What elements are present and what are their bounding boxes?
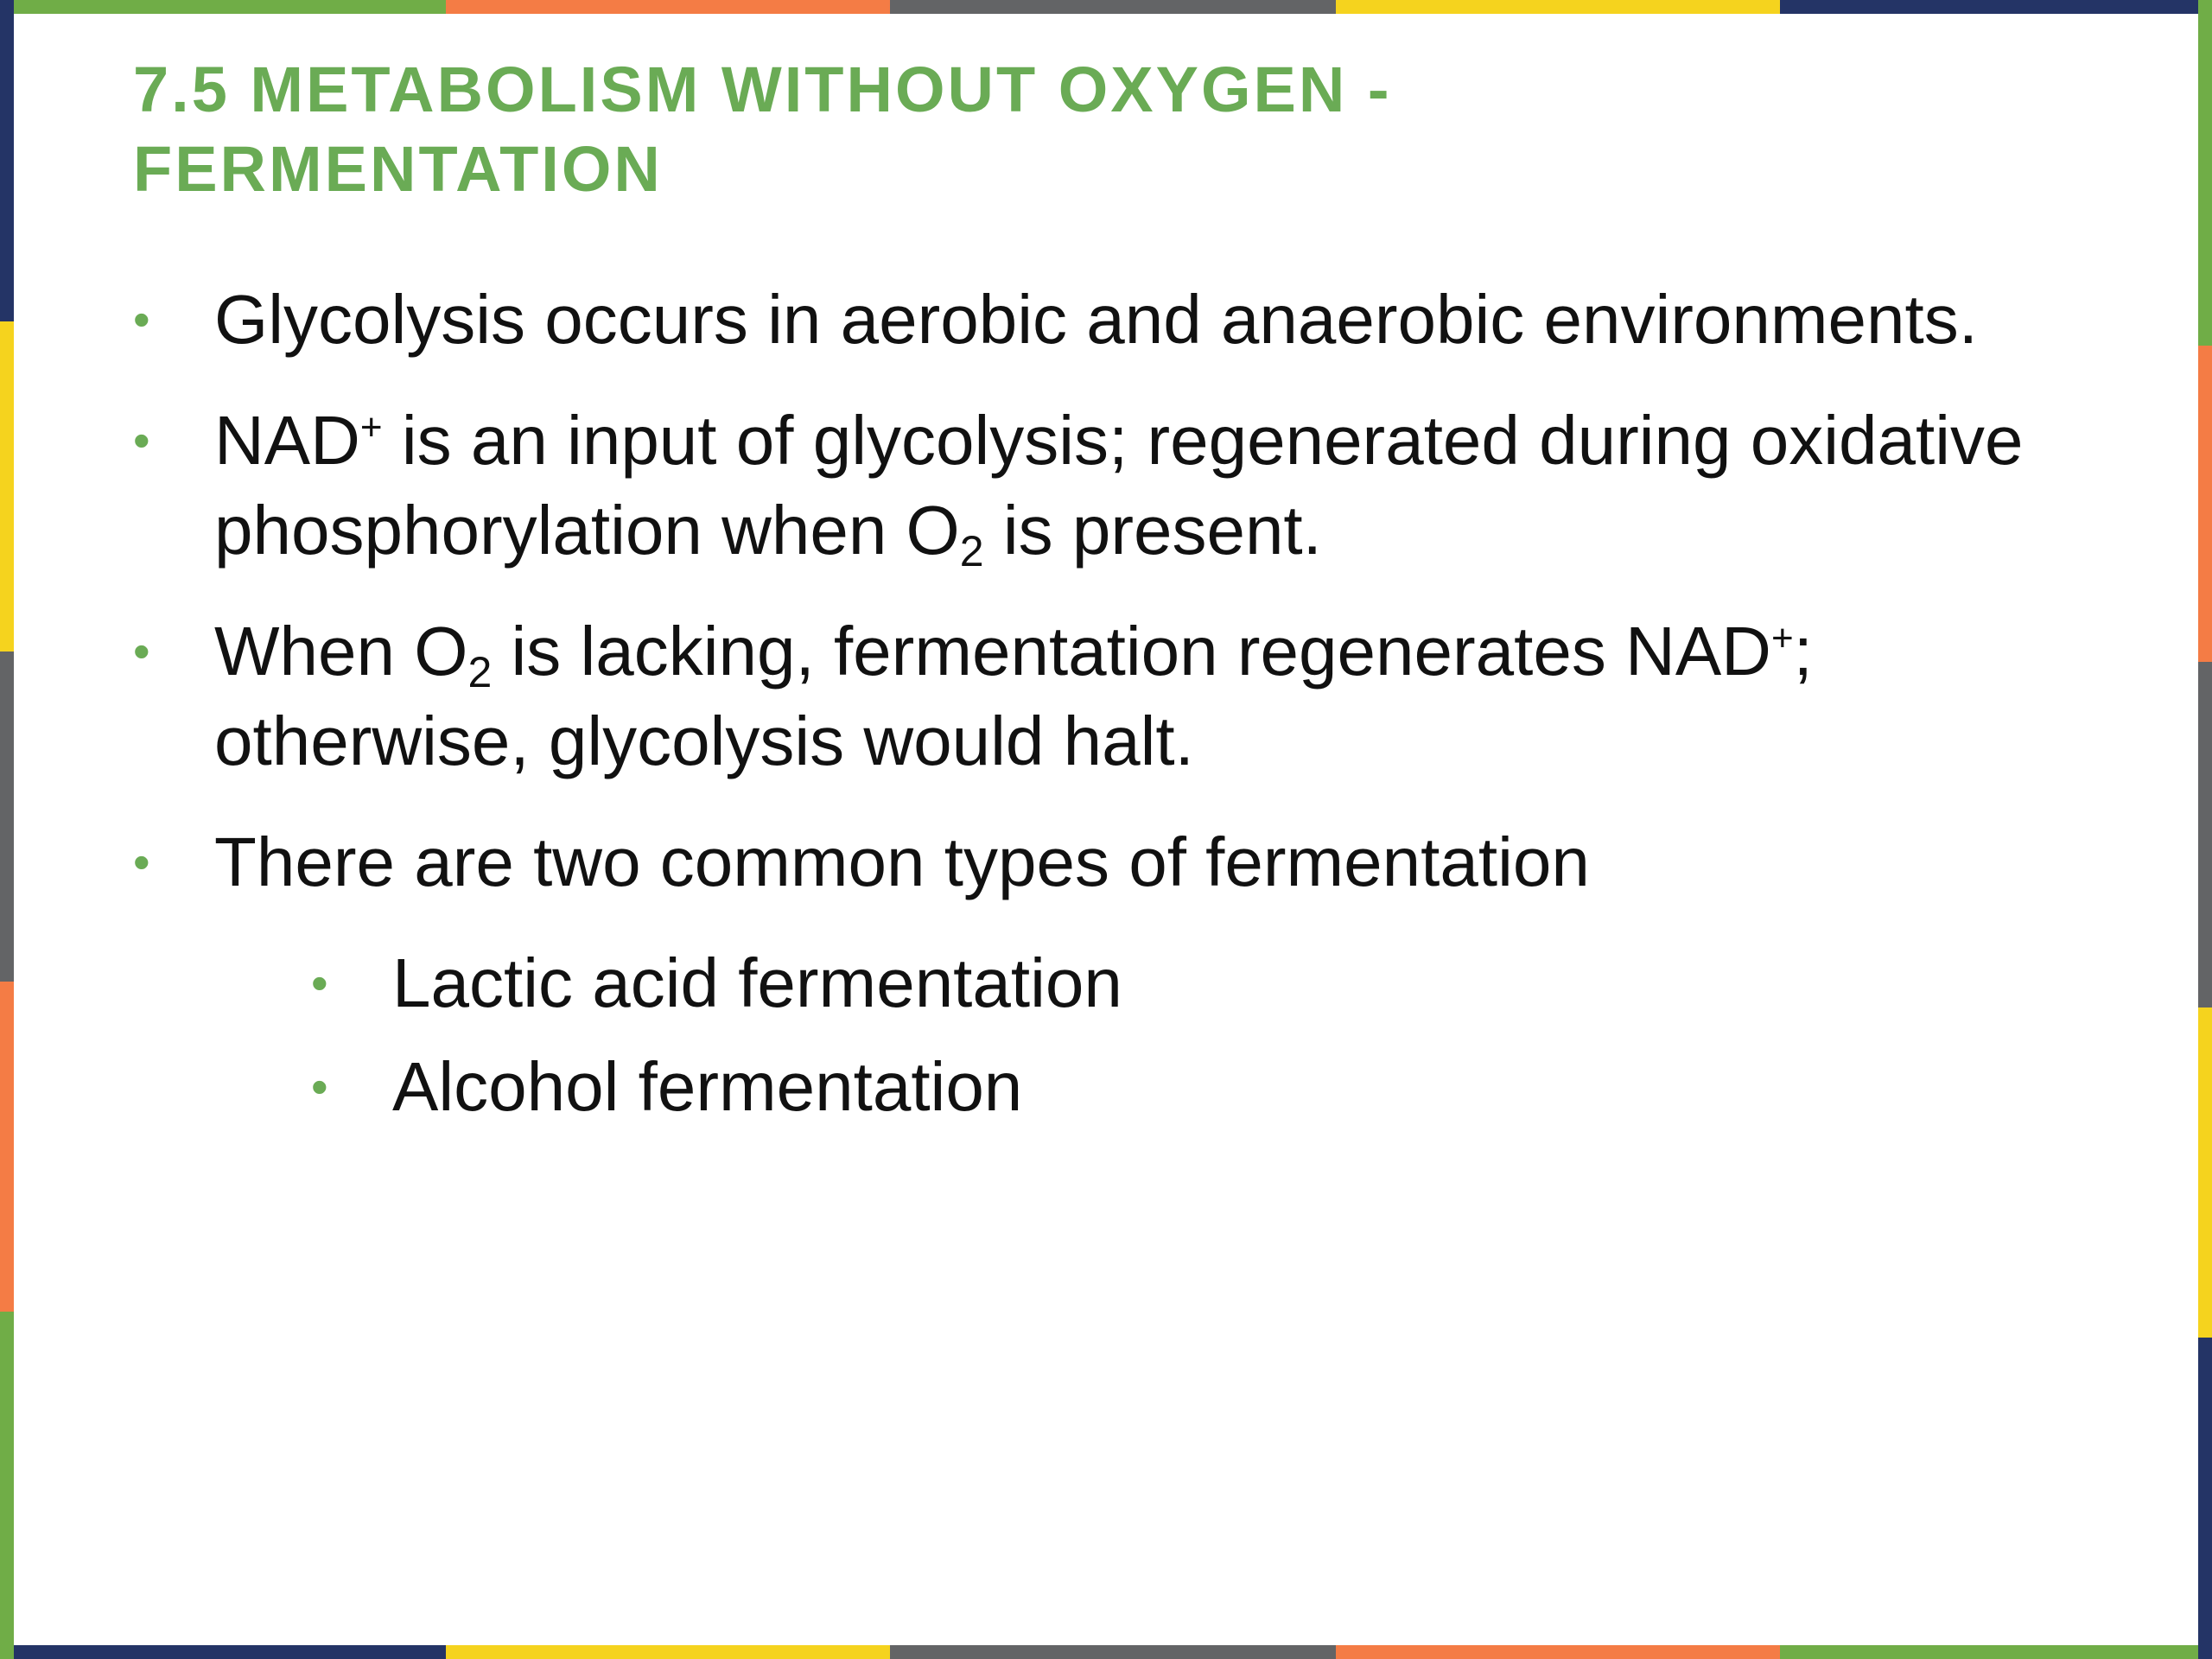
border-top-orange <box>446 0 890 14</box>
bullet-text-part3: is present. <box>983 492 1322 569</box>
bullet-text-part1: NAD <box>214 402 360 479</box>
bullet-item-types <box>133 817 2120 907</box>
border-bottom-green <box>1780 1645 2212 1659</box>
bullet-icon: • <box>311 956 328 1010</box>
bullet-icon: • <box>133 413 150 467</box>
border-left-gray <box>0 652 14 982</box>
bullet-item-glycolysis <box>133 275 2120 365</box>
bullet-icon: • <box>133 835 150 889</box>
bullet-text-part2: is lacking, fermentation regenerates NAD <box>492 613 1771 690</box>
title-line-1: 7.5 METABOLISM WITHOUT OXYGEN - <box>133 54 1392 125</box>
superscript-plus: + <box>359 406 383 448</box>
bullet-text-part1: When O <box>214 613 468 690</box>
bullet-item-nad <box>133 396 2120 575</box>
border-bottom-gray <box>890 1645 1336 1659</box>
bullet-icon: • <box>311 1059 328 1114</box>
subscript-two: 2 <box>467 648 493 696</box>
bullet-text: There are two common types of fermentation <box>214 823 1590 900</box>
border-bottom-navy <box>0 1645 446 1659</box>
superscript-plus: + <box>1770 617 1794 659</box>
border-left-orange <box>0 982 14 1312</box>
title-line-2: FERMENTATION <box>133 133 663 205</box>
border-bottom-orange <box>1336 1645 1780 1659</box>
bullet-text-part2: is an input of glycolysis; regenerated during oxidative phosphorylation when O <box>214 402 2024 569</box>
border-bottom-yellow <box>446 1645 890 1659</box>
border-top-navy <box>1780 0 2212 14</box>
bullet-item-fermentation <box>133 607 2120 786</box>
slide-title <box>133 50 2034 209</box>
subbullet-text: Lactic acid fermentation <box>392 944 1122 1021</box>
subbullet-item-lactic <box>311 938 2120 1028</box>
border-right-yellow <box>2198 1007 2212 1338</box>
border-left-yellow <box>0 321 14 652</box>
bullet-text-part3: ; otherwise, glycolysis would halt. <box>214 613 1813 779</box>
border-right-navy <box>2198 1338 2212 1659</box>
subscript-two: 2 <box>959 527 984 575</box>
bullet-list <box>133 275 2120 1146</box>
border-right-green <box>2198 0 2212 346</box>
subbullet-text: Alcohol fermentation <box>392 1048 1023 1125</box>
border-right-gray <box>2198 662 2212 1007</box>
bullet-icon: • <box>133 624 150 678</box>
border-top-gray <box>890 0 1336 14</box>
bullet-icon: • <box>133 292 150 346</box>
border-left-navy <box>0 0 14 321</box>
border-top-yellow <box>1336 0 1780 14</box>
bullet-text: Glycolysis occurs in aerobic and anaerobic environments. <box>214 281 1978 358</box>
border-left-green <box>0 1312 14 1659</box>
subbullet-item-alcohol <box>311 1042 2120 1132</box>
border-top-green <box>0 0 446 14</box>
